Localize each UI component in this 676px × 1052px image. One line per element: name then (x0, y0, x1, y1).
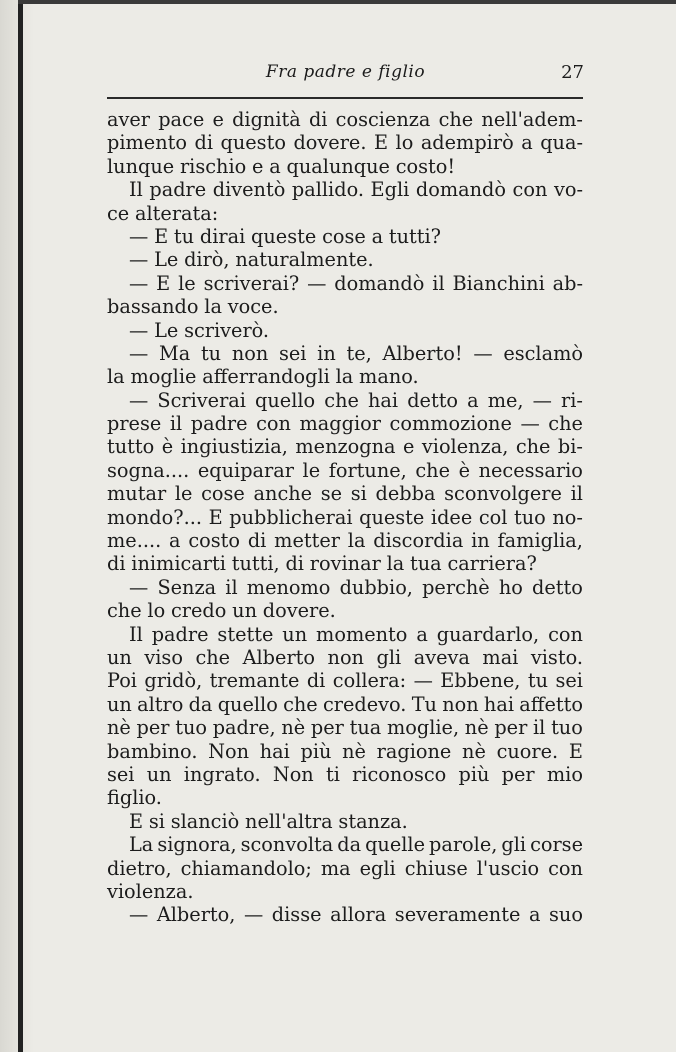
text-line: — E tu dirai queste cose a tutti? (129, 224, 442, 248)
text-line: — Ma tu non sei in te, Alberto! — esclamò (129, 341, 583, 365)
text-line: — Scriverai quello che hai detto a me, — ri- (129, 388, 583, 412)
text-line: sogna.... equiparar le fortune, che è necessario (107, 458, 583, 482)
text-line: figlio. (107, 786, 162, 810)
text-line: che lo credo un dovere. (107, 599, 336, 623)
top-page-edge (18, 0, 676, 4)
text-line: bassando la voce. (107, 295, 279, 319)
running-title: Fra padre e figlio (265, 62, 426, 82)
text-line: aver pace e dignità di coscienza che nell'adem- (107, 108, 583, 131)
text-line: prese il padre con maggior commozione — che (107, 412, 583, 436)
text-line: bambino. Non hai più nè ragione nè cuore. E (107, 739, 583, 763)
page-number: 27 (561, 62, 584, 83)
text-line: dietro, chiamandolo; ma egli chiuse l'uscio con (107, 856, 583, 880)
body-text (107, 108, 583, 927)
binding-edge (18, 0, 23, 1052)
text-line: — Le scriverò. (129, 318, 270, 342)
text-line: Poi gridò, tremante di collera: — Ebbene, tu sei (107, 669, 583, 693)
text-line: pimento di questo dovere. E lo adempirò a qua- (107, 131, 583, 155)
text-line: tutto è ingiustizia, menzogna e violenza, che bi- (107, 435, 583, 459)
text-line: nè per tuo padre, nè per tua moglie, nè per il tuo (107, 716, 583, 740)
text-line: E si slanciò nell'altra stanza. (129, 809, 408, 833)
text-line: — E le scriverai? — domandò il Bianchini ab- (129, 271, 583, 295)
text-line: — Le dirò, naturalmente. (129, 248, 374, 272)
text-line: ce alterata: (107, 201, 219, 225)
text-line: un viso che Alberto non gli aveva mai visto. (107, 645, 583, 669)
page-header (107, 58, 584, 90)
text-line: me.... a costo di metter la discordia in famiglia, (107, 529, 583, 553)
header-rule (107, 97, 583, 99)
text-line: mondo?... E pubblicherai queste idee col tuo no- (107, 505, 583, 529)
text-line: Il padre diventò pallido. Egli domandò con vo- (129, 178, 583, 202)
text-line: di inimicarti tutti, di rovinar la tua carriera? (107, 552, 537, 576)
text-line: mutar le cose anche se si debba sconvolgere il (107, 482, 583, 506)
text-line: un altro da quello che credevo. Tu non hai affetto (107, 692, 583, 716)
text-line: la moglie afferrandogli la mano. (107, 365, 419, 389)
text-line: Il padre stette un momento a guardarlo, con (129, 622, 583, 646)
text-line: — Alberto, — disse allora severamente a suo (129, 903, 583, 927)
text-line: sei un ingrato. Non ti riconosco più per mio (107, 762, 583, 786)
text-line: lunque rischio e a qualunque costo! (107, 154, 456, 178)
text-line: violenza. (107, 879, 194, 903)
text-line: — Senza il menomo dubbio, perchè ho detto (129, 575, 583, 599)
text-line: La signora, sconvolta da quelle parole, gli corse (129, 833, 583, 857)
page-gutter-shadow (0, 0, 34, 1052)
